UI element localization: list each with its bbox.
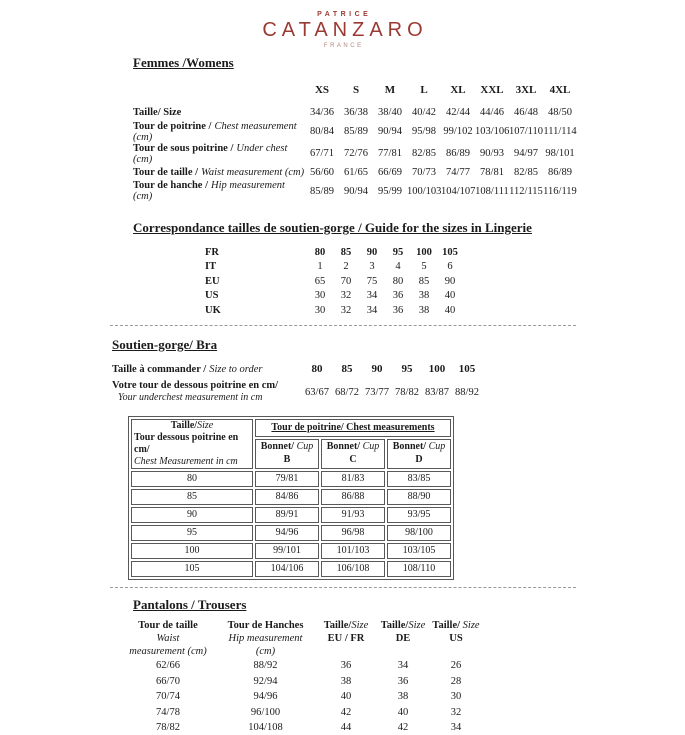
hips-header-fr: Tour de Hanches — [228, 620, 304, 631]
cup-c-value: 101/103 — [321, 543, 385, 559]
cup-measurement-table — [128, 416, 454, 580]
cup-b-value: 84/86 — [255, 489, 319, 505]
measurement-value: 56/60 — [305, 165, 339, 181]
cup-b-value: 94/96 — [255, 525, 319, 541]
size-header-fr: Taille/ — [381, 620, 409, 631]
measurement-value: 103/106 — [475, 121, 509, 143]
measurement-label-fr: Tour de sous poitrine / — [133, 143, 233, 154]
bra-underchest-value: 68/72 — [332, 379, 362, 406]
trousers-row — [118, 704, 485, 720]
measurement-value: 98/101 — [543, 143, 577, 165]
lingerie-size: 90 — [359, 245, 385, 260]
bra-underchest-value: 73/77 — [362, 379, 392, 406]
femmes-measurement-row — [133, 105, 577, 121]
cup-d-value: 108/110 — [387, 561, 451, 577]
measurement-value: 86/89 — [441, 143, 475, 165]
waist-header-fr: Tour de taille — [138, 620, 198, 631]
measurement-value: 74/77 — [441, 165, 475, 181]
femmes-measurement-row — [133, 165, 577, 181]
measurement-value: 104/107 — [441, 180, 475, 202]
bra-underchest-label-en: Your underchest measurement in cm — [112, 392, 302, 404]
bra-order-label-fr: Taille à commander / — [112, 364, 206, 375]
size-col-3xl: 3XL — [509, 84, 543, 105]
measurement-label-fr: Tour de taille / — [133, 167, 198, 178]
hips-value: 96/100 — [218, 704, 313, 720]
lingerie-size: 6 — [437, 260, 463, 275]
lingerie-size: 36 — [385, 289, 411, 304]
measurement-value: 36/38 — [339, 105, 373, 121]
lingerie-size: 65 — [307, 274, 333, 289]
cup-c-value: 86/88 — [321, 489, 385, 505]
bra-order-size: 80 — [302, 360, 332, 379]
measurement-label — [133, 165, 305, 181]
trousers-row — [118, 673, 485, 689]
measurement-value: 46/48 — [509, 105, 543, 121]
lingerie-size: 3 — [359, 260, 385, 275]
measurement-label — [133, 105, 305, 121]
hips-value: 92/94 — [218, 673, 313, 689]
cup-label: Cup — [429, 441, 446, 452]
measurement-value: 40/42 — [407, 105, 441, 121]
de-size: 38 — [379, 689, 427, 705]
lingerie-size: 40 — [437, 289, 463, 304]
measurement-value: 78/81 — [475, 165, 509, 181]
lingerie-country-row — [205, 260, 463, 275]
lingerie-size: 90 — [437, 274, 463, 289]
cup-d-value: 83/85 — [387, 471, 451, 487]
cup-d-value: 93/95 — [387, 507, 451, 523]
trousers-header-row — [118, 619, 485, 658]
eu-fr-size: 42 — [313, 704, 379, 720]
femmes-measurement-row — [133, 180, 577, 202]
femmes-size-table — [133, 84, 577, 202]
size-header-en: Size — [463, 620, 480, 631]
measurement-value: 82/85 — [509, 165, 543, 181]
chest-measurements-span-header: Tour de poitrine/ Chest measurements — [255, 419, 451, 437]
lingerie-size: 95 — [385, 245, 411, 260]
us-size: 30 — [427, 689, 485, 705]
lingerie-size: 38 — [411, 303, 437, 318]
hips-value: 88/92 — [218, 658, 313, 674]
measurement-label-en: Chest measurement (cm) — [133, 121, 297, 143]
cup-label: Cup — [363, 441, 380, 452]
cup-table-row — [131, 507, 451, 523]
de-col-header — [379, 619, 427, 658]
bonnet-label: Bonnet/ — [261, 441, 294, 452]
brand-logo — [0, 0, 685, 49]
cup-c-value: 81/83 — [321, 471, 385, 487]
lingerie-country-row — [205, 274, 463, 289]
bra-order-size: 90 — [362, 360, 392, 379]
cup-table-row — [131, 543, 451, 559]
logo-france-text: FRANCE — [0, 43, 685, 49]
lingerie-size: 30 — [307, 303, 333, 318]
size-header-fr: Taille/ — [324, 620, 352, 631]
measurement-value: 90/94 — [339, 180, 373, 202]
bra-heading: Soutien-gorge/ Bra — [112, 337, 685, 353]
trousers-row — [118, 689, 485, 705]
measurement-value: 85/89 — [305, 180, 339, 202]
measurement-label — [133, 143, 305, 165]
measurement-value: 100/103 — [407, 180, 441, 202]
lingerie-row-fr — [205, 245, 463, 260]
measurement-label-en: Hip measurement (cm) — [133, 180, 285, 202]
cup-row-size: 90 — [131, 507, 253, 523]
hips-value: 104/108 — [218, 720, 313, 735]
cup-letter-c: C — [349, 454, 356, 465]
bra-underchest-value: 83/87 — [422, 379, 452, 406]
size-col-xs: XS — [305, 84, 339, 105]
lingerie-size: 32 — [333, 303, 359, 318]
lingerie-size: 30 — [307, 289, 333, 304]
bra-order-size: 85 — [332, 360, 362, 379]
cup-letter-d: D — [415, 454, 422, 465]
bonnet-label: Bonnet/ — [327, 441, 360, 452]
measurement-value: 116/119 — [543, 180, 577, 202]
femmes-header-spacer — [133, 84, 305, 105]
measurement-value: 61/65 — [339, 165, 373, 181]
trousers-size-table — [118, 619, 485, 735]
eu-fr-col-header — [313, 619, 379, 658]
us-size: 32 — [427, 704, 485, 720]
measurement-label — [133, 121, 305, 143]
hips-header-en1: Hip measurement — [229, 633, 303, 644]
bra-order-row — [112, 360, 482, 379]
hips-value: 94/96 — [218, 689, 313, 705]
lingerie-size: 4 — [385, 260, 411, 275]
bra-underchest-value: 78/82 — [392, 379, 422, 406]
dashed-divider — [110, 587, 576, 588]
cup-row-size: 85 — [131, 489, 253, 505]
country-label: IT — [205, 260, 307, 275]
measurement-label-fr: Taille/ Size — [133, 107, 181, 118]
measurement-label-en: Under chest (cm) — [133, 143, 287, 165]
logo-patrice-text: PATRICE — [0, 11, 685, 18]
measurement-value: 111/114 — [543, 121, 577, 143]
waist-value: 62/66 — [118, 658, 218, 674]
cup-table-top-header-row — [131, 419, 451, 437]
measurement-value: 67/71 — [305, 143, 339, 165]
eu-fr-size: 44 — [313, 720, 379, 735]
us-size: 28 — [427, 673, 485, 689]
lingerie-size: 40 — [437, 303, 463, 318]
femmes-measurement-row — [133, 143, 577, 165]
measurement-value: 34/36 — [305, 105, 339, 121]
us-size: 34 — [427, 720, 485, 735]
measurement-value: 99/102 — [441, 121, 475, 143]
lingerie-size: 85 — [411, 274, 437, 289]
bra-order-size: 105 — [452, 360, 482, 379]
bra-underchest-label — [112, 379, 302, 406]
measurement-value: 95/99 — [373, 180, 407, 202]
size-col-m: M — [373, 84, 407, 105]
hips-header-en2: (cm) — [256, 646, 275, 657]
logo-catanzaro-text: CATANZARO — [0, 20, 685, 40]
de-label: DE — [396, 633, 411, 644]
size-header-fr: Taille/ — [432, 620, 462, 631]
cup-table-row — [131, 489, 451, 505]
trousers-row — [118, 658, 485, 674]
eu-fr-size: 36 — [313, 658, 379, 674]
femmes-measurement-row — [133, 121, 577, 143]
waist-col-header — [118, 619, 218, 658]
measurement-value: 42/44 — [441, 105, 475, 121]
size-col-4xl: 4XL — [543, 84, 577, 105]
lingerie-size: 38 — [411, 289, 437, 304]
lingerie-size: 36 — [385, 303, 411, 318]
corner-taille: Taille/ — [171, 420, 197, 431]
cup-b-value: 89/91 — [255, 507, 319, 523]
lingerie-correspondence-table — [205, 245, 463, 318]
size-col-xxl: XXL — [475, 84, 509, 105]
lingerie-size: 80 — [307, 245, 333, 260]
lingerie-size: 70 — [333, 274, 359, 289]
measurement-value: 107/110 — [509, 121, 543, 143]
eu-fr-label: EU / FR — [328, 633, 365, 644]
bra-underchest-value: 88/92 — [452, 379, 482, 406]
measurement-value: 70/73 — [407, 165, 441, 181]
bra-size-table — [112, 360, 482, 406]
lingerie-size: 105 — [437, 245, 463, 260]
de-size: 36 — [379, 673, 427, 689]
cup-c-header — [321, 439, 385, 469]
eu-fr-size: 40 — [313, 689, 379, 705]
cup-b-value: 79/81 — [255, 471, 319, 487]
us-size: 26 — [427, 658, 485, 674]
corner-underbust-en: Chest Measurement in cm — [134, 456, 250, 468]
trousers-row — [118, 720, 485, 735]
cup-row-size: 105 — [131, 561, 253, 577]
waist-value: 78/82 — [118, 720, 218, 735]
bonnet-label: Bonnet/ — [393, 441, 426, 452]
waist-header-en2: measurement (cm) — [129, 646, 206, 657]
de-size: 34 — [379, 658, 427, 674]
measurement-label-fr: Tour de hanche / — [133, 180, 208, 191]
measurement-label-en: Waist measurement (cm) — [198, 167, 304, 178]
measurement-label-fr: Tour de poitrine / — [133, 121, 211, 132]
de-size: 40 — [379, 704, 427, 720]
measurement-value: 90/94 — [373, 121, 407, 143]
trousers-heading: Pantalons / Trousers — [133, 597, 685, 613]
country-label: EU — [205, 274, 307, 289]
lingerie-size: 34 — [359, 289, 385, 304]
size-header-en: Size — [351, 620, 368, 631]
measurement-value: 80/84 — [305, 121, 339, 143]
bra-order-label — [112, 360, 302, 379]
size-col-s: S — [339, 84, 373, 105]
us-col-header — [427, 619, 485, 658]
lingerie-size: 85 — [333, 245, 359, 260]
size-col-xl: XL — [441, 84, 475, 105]
lingerie-country-row — [205, 303, 463, 318]
cup-c-value: 96/98 — [321, 525, 385, 541]
femmes-size-header-row — [133, 84, 577, 105]
cup-row-size: 80 — [131, 471, 253, 487]
corner-taille-size — [134, 420, 250, 432]
lingerie-size: 5 — [411, 260, 437, 275]
lingerie-size: 34 — [359, 303, 385, 318]
waist-value: 74/78 — [118, 704, 218, 720]
lingerie-country-row — [205, 289, 463, 304]
cup-b-value: 104/106 — [255, 561, 319, 577]
eu-fr-size: 38 — [313, 673, 379, 689]
measurement-value: 85/89 — [339, 121, 373, 143]
us-label: US — [449, 633, 462, 644]
measurement-value: 94/97 — [509, 143, 543, 165]
cup-row-size: 95 — [131, 525, 253, 541]
cup-table-corner-cell — [131, 419, 253, 469]
measurement-label-en — [181, 107, 184, 118]
corner-underbust-fr: Tour dessous poitrine en cm/ — [134, 432, 250, 456]
bra-underchest-row — [112, 379, 482, 406]
size-col-l: L — [407, 84, 441, 105]
cup-d-value: 88/90 — [387, 489, 451, 505]
cup-table-row — [131, 525, 451, 541]
country-label: FR — [205, 245, 307, 260]
measurement-value: 86/89 — [543, 165, 577, 181]
cup-b-header — [255, 439, 319, 469]
cup-b-value: 99/101 — [255, 543, 319, 559]
femmes-womens-heading: Femmes /Womens — [133, 55, 685, 71]
measurement-value: 95/98 — [407, 121, 441, 143]
measurement-value: 38/40 — [373, 105, 407, 121]
measurement-value: 82/85 — [407, 143, 441, 165]
cup-table-row — [131, 561, 451, 577]
waist-value: 66/70 — [118, 673, 218, 689]
cup-d-header — [387, 439, 451, 469]
bra-underchest-value: 63/67 — [302, 379, 332, 406]
hips-col-header — [218, 619, 313, 658]
measurement-value: 44/46 — [475, 105, 509, 121]
cup-c-value: 91/93 — [321, 507, 385, 523]
country-label: US — [205, 289, 307, 304]
measurement-value: 90/93 — [475, 143, 509, 165]
lingerie-guide-heading: Correspondance tailles de soutien-gorge / Guide for the sizes in Lingerie — [133, 220, 685, 236]
measurement-value: 77/81 — [373, 143, 407, 165]
cup-c-value: 106/108 — [321, 561, 385, 577]
cup-table-row — [131, 471, 451, 487]
corner-size: Size — [197, 420, 213, 431]
measurement-value: 108/111 — [475, 180, 509, 202]
cup-label: Cup — [297, 441, 314, 452]
waist-header-en1: Waist — [157, 633, 180, 644]
bra-underchest-label-fr: Votre tour de dessous poitrine en cm/ — [112, 380, 302, 392]
lingerie-size: 100 — [411, 245, 437, 260]
measurement-label — [133, 180, 305, 202]
de-size: 42 — [379, 720, 427, 735]
lingerie-size: 75 — [359, 274, 385, 289]
bra-order-label-en: Size to order — [206, 364, 262, 375]
measurement-value: 66/69 — [373, 165, 407, 181]
lingerie-size: 1 — [307, 260, 333, 275]
measurement-value: 112/115 — [509, 180, 543, 202]
dashed-divider — [110, 325, 576, 326]
cup-row-size: 100 — [131, 543, 253, 559]
lingerie-size: 2 — [333, 260, 359, 275]
bra-order-size: 95 — [392, 360, 422, 379]
cup-letter-b: B — [284, 454, 291, 465]
lingerie-size: 32 — [333, 289, 359, 304]
bra-order-size: 100 — [422, 360, 452, 379]
cup-d-value: 103/105 — [387, 543, 451, 559]
size-header-en: Size — [408, 620, 425, 631]
cup-d-value: 98/100 — [387, 525, 451, 541]
measurement-value: 48/50 — [543, 105, 577, 121]
measurement-value: 72/76 — [339, 143, 373, 165]
waist-value: 70/74 — [118, 689, 218, 705]
lingerie-size: 80 — [385, 274, 411, 289]
country-label: UK — [205, 303, 307, 318]
